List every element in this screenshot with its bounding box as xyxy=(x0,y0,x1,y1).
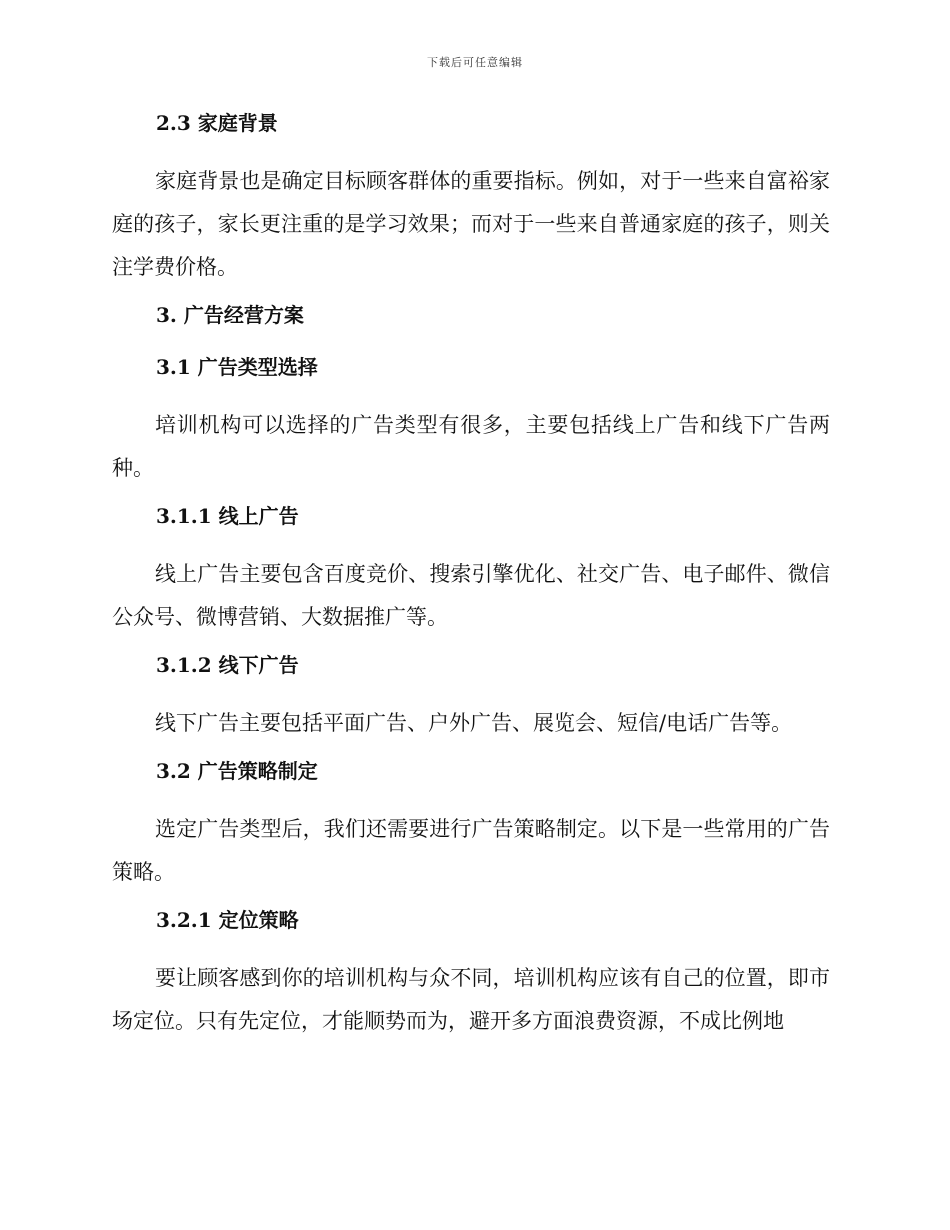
paragraph-online-ads: 线上广告主要包含百度竞价、搜索引擎优化、社交广告、电子邮件、微信公众号、微博营销、大数据推广等。 xyxy=(112,562,830,629)
paragraph-offline-ads: 线下广告主要包括平面广告、户外广告、展览会、短信/电话广告等。 xyxy=(155,711,793,735)
section-heading-3-1-2: 3.1.2 线下广告 xyxy=(156,653,299,677)
paragraph-ad-types: 培训机构可以选择的广告类型有很多，主要包括线上广告和线下广告两种。 xyxy=(112,413,830,480)
paragraph-positioning-strategy: 要让顾客感到你的培训机构与众不同，培训机构应该有自己的位置，即市场定位。只有先定位，才能顺势而为，避开多方面浪费资源，不成比例地 xyxy=(112,966,830,1033)
section-heading-3-2-1: 3.2.1 定位策略 xyxy=(156,908,299,932)
paragraph-ad-strategy: 选定广告类型后，我们还需要进行广告策略制定。以下是一些常用的广告策略。 xyxy=(112,817,830,884)
section-heading-3-2: 3.2 广告策略制定 xyxy=(156,759,318,783)
document-body xyxy=(112,108,830,1054)
section-heading-3-1: 3.1 广告类型选择 xyxy=(156,355,318,379)
page-header: 下载后可任意编辑 xyxy=(427,56,523,69)
section-heading-3: 3. 广告经营方案 xyxy=(156,303,304,327)
section-heading-3-1-1: 3.1.1 线上广告 xyxy=(156,504,299,528)
section-heading-2-3: 2.3 家庭背景 xyxy=(156,111,278,135)
paragraph-family-background: 家庭背景也是确定目标顾客群体的重要指标。例如，对于一些来自富裕家庭的孩子，家长更注重的是学习效果；而对于一些来自普通家庭的孩子，则关注学费价格。 xyxy=(112,169,830,279)
